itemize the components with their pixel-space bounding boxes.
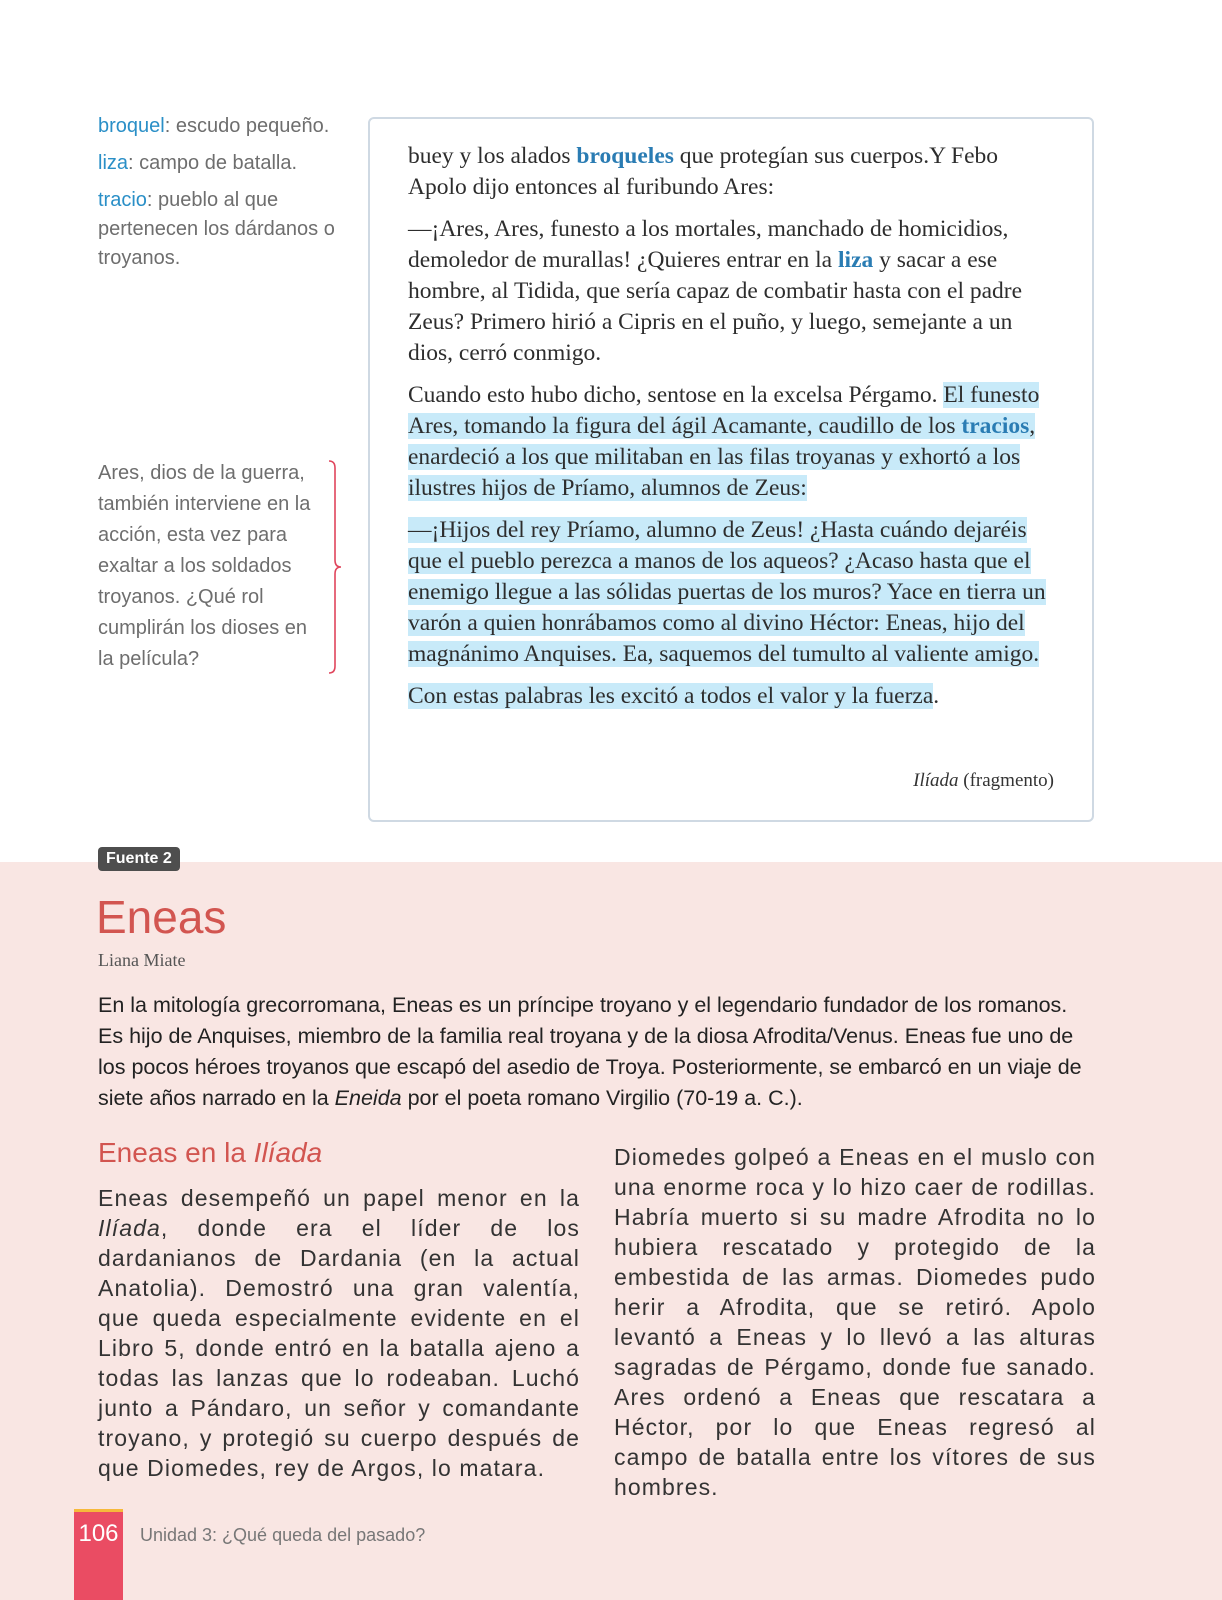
highlighted-text: —¡Hijos del rey Príamo, alumno de Zeus! ¿Hasta cuándo dejaréis que el pueblo perezca a manos de los aqueos? ¿Acaso hasta que el enemigo llegue a las sólidas puertas de los muros? Yace en tierra un varón a quien honrábamos como al divino Héctor: Eneas, hijo del magnánimo Anquises. Ea, saquemos del tumulto al valiente amigo. <box>408 517 1046 667</box>
glossary-keyword: tracios <box>961 413 1030 439</box>
section-title <box>98 1137 322 1169</box>
excerpt-text-run: Cuando esto hubo dicho, sentose en la excelsa Pérgamo. <box>408 382 944 408</box>
glossary-item <box>98 186 338 273</box>
highlighted-text: , enardeció a los que militaban en las filas troyanas y exhortó a los ilustres hijos de Príamo, alumnos de Zeus: <box>408 413 1036 501</box>
intro-italic: Eneida <box>334 1086 402 1110</box>
section-title-italic: Ilíada <box>253 1137 323 1168</box>
source-note: (fragmento) <box>958 770 1054 791</box>
column-italic: Ilíada <box>98 1215 161 1241</box>
column-text-run: Eneas desempeñó un papel menor en la <box>98 1185 580 1211</box>
excerpt-text-run: . <box>933 683 940 709</box>
bracket-icon <box>328 460 342 674</box>
unit-title: Unidad 3: ¿Qué queda del pasado? <box>140 1525 426 1545</box>
glossary-item <box>98 149 338 178</box>
excerpt-text-run: —¡Ares, Ares, funesto a los mortales, manchado de homicidios, demoledor de murallas! ¿Quieres entrar en la <box>408 216 1009 273</box>
page-title: Eneas <box>96 891 227 943</box>
intro-text-run: por el poeta romano Virgilio (70-19 a. C.). <box>401 1086 803 1110</box>
glossary-definition: : escudo pequeño. <box>164 115 330 137</box>
excerpt-text-run: y sacar a ese hombre, al Tidida, que sería capaz de combatir hasta con el padre Zeus? Primero hirió a Cipris en el puño, y luego, semejante a un dios, cerró conmigo. <box>408 247 1023 366</box>
glossary-keyword: broqueles <box>576 143 674 169</box>
source-badge: Fuente 2 <box>98 847 180 871</box>
highlighted-text: El funesto Ares, tomando la figura del ágil Acamante, caudillo de los <box>408 382 1040 439</box>
intro-text-run: En la mitología grecorromana, Eneas es un príncipe troyano y el legendario fundador de los romanos. Es hijo de Anquises, miembro de la familia real troyana y de la diosa Afrodita/Venus. Eneas fue uno de los pocos héroes troyanos que escapó del asedio de Troya. Posteriormente, se embarcó en un viaje de siete años narrado en la <box>98 993 1082 1110</box>
glossary-item <box>98 112 338 141</box>
glossary <box>98 112 338 281</box>
excerpt-paragraph <box>408 214 1058 369</box>
iliad-excerpt-box <box>368 117 1094 822</box>
excerpt-source <box>913 770 1054 792</box>
source-title: Ilíada <box>913 770 959 791</box>
glossary-definition: : pueblo al que pertenecen los dárdanos o troyanos. <box>98 189 335 269</box>
margin-note: Ares, dios de la guerra, también interviene en la acción, esta vez para exaltar a los soldados troyanos. ¿Qué rol cumplirán los dioses en la película? <box>98 462 311 670</box>
glossary-term: liza <box>98 152 129 174</box>
column-text-run: , donde era el líder de los dardanianos de Dardania (en la actual Anatolia). Demostró una gran valentía, que queda especialmente evidente en el Libro 5, donde entró en la batalla ajeno a todas las lanzas que lo rodeaban. Luchó junto a Pándaro, un señor y comandante troyano, y protegió su cuerpo después de que Diomedes, rey de Argos, lo matara. <box>98 1215 580 1481</box>
author: Liana Miate <box>98 950 186 970</box>
glossary-term: tracio <box>98 189 147 211</box>
column-left <box>98 1183 580 1483</box>
column-right: Diomedes golpeó a Eneas en el muslo con una enorme roca y lo hizo caer de rodillas. Habría muerto si su madre Afrodita no lo hubiera rescatado y protegido de la embestida de las armas. Diomedes pudo herir a Afrodita, que se retiró. Apolo levantó a Eneas y lo llevó a las alturas sagradas de Pérgamo, donde fue sanado. Ares ordenó a Eneas que rescatara a Héctor, por lo que Eneas regresó al campo de batalla entre los vítores de sus hombres. <box>614 1144 1096 1500</box>
excerpt-text <box>408 141 1058 723</box>
excerpt-paragraph <box>408 141 1058 203</box>
page-number: 106 <box>78 1520 119 1547</box>
glossary-term: broquel <box>98 115 165 137</box>
excerpt-paragraph <box>408 681 1058 712</box>
section-title-text: Eneas en la <box>98 1137 254 1168</box>
excerpt-paragraph <box>408 380 1058 504</box>
excerpt-text-run: buey y los alados <box>408 143 577 169</box>
intro-paragraph <box>98 990 1098 1114</box>
excerpt-paragraph <box>408 515 1058 670</box>
glossary-definition: : campo de batalla. <box>128 152 298 174</box>
glossary-keyword: liza <box>838 247 874 273</box>
highlighted-text: Con estas palabras les excitó a todos el valor y la fuerza <box>408 683 934 709</box>
excerpt-text-run: que protegían sus cuerpos.Y Febo Apolo dijo entonces al furibundo Ares: <box>408 143 999 200</box>
